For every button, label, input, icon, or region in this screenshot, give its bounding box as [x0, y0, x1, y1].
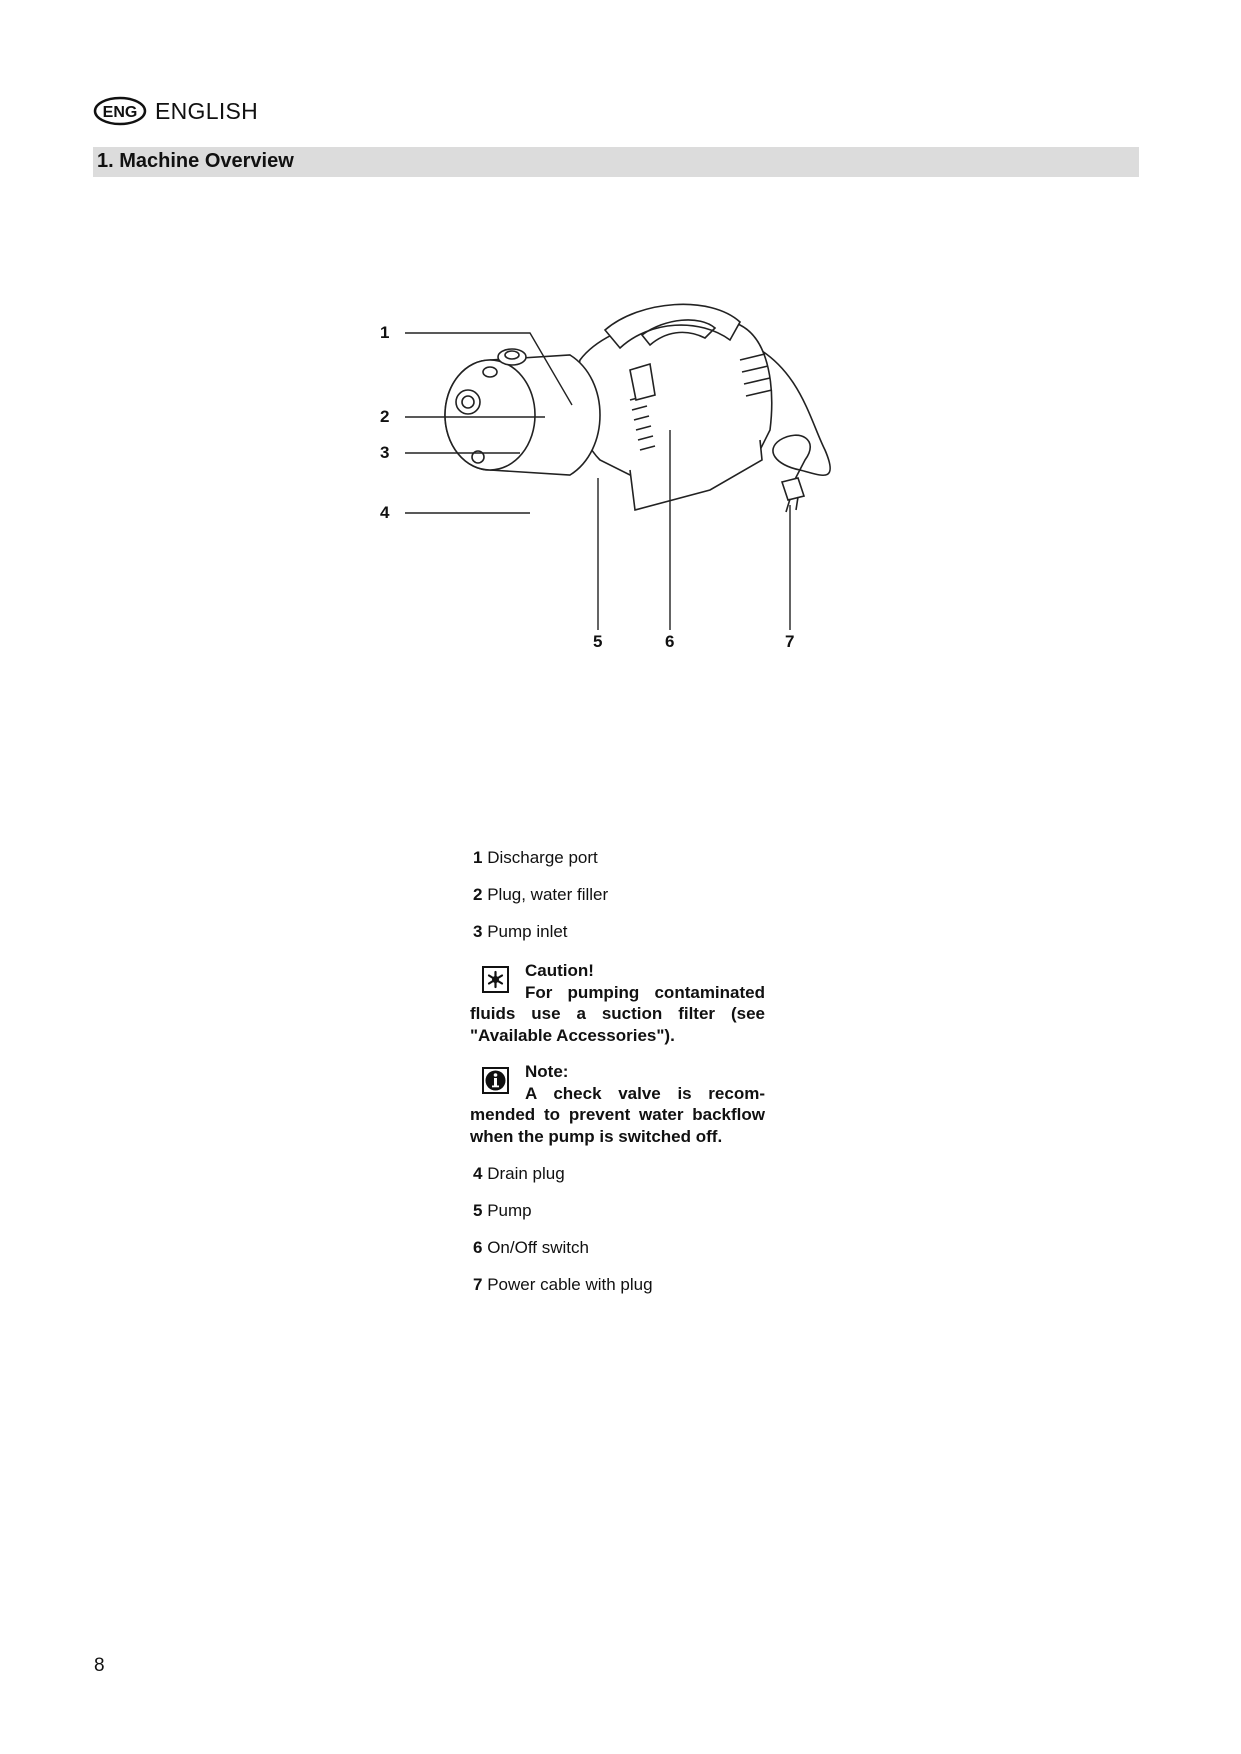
pump-illustration [380, 300, 860, 680]
legend-item-label: Drain plug [487, 1164, 565, 1183]
callout-3: 3 [380, 443, 390, 462]
legend-item-label: Plug, water filler [487, 885, 609, 904]
legend-item-label: Pump inlet [487, 922, 568, 941]
legend-item-number: 4 [473, 1164, 483, 1183]
legend-item [473, 1238, 589, 1258]
legend-item-number: 1 [473, 848, 483, 867]
info-notice [470, 1061, 765, 1151]
legend-item-label: On/Off switch [487, 1238, 589, 1257]
legend-item [473, 1275, 653, 1295]
callout-7: 7 [785, 632, 795, 651]
legend-item-number: 5 [473, 1201, 483, 1220]
legend-item-number: 3 [473, 922, 483, 941]
callout-4: 4 [380, 503, 390, 522]
legend-item [473, 922, 568, 942]
legend-item-number: 2 [473, 885, 483, 904]
callout-1: 1 [380, 323, 390, 342]
caution-notice [470, 960, 765, 1050]
page-number: 8 [94, 1655, 105, 1676]
pump-drawing [380, 300, 860, 680]
language-header [93, 96, 258, 126]
language-badge-text: ENG [102, 104, 138, 121]
legend-item-label: Pump [487, 1201, 532, 1220]
caution-text: For pumping contaminated fluids use a suction filter (see "Available Accessories"). [470, 982, 765, 1045]
filler-plug-drawing [483, 367, 497, 377]
note-text: A check valve is recom-mended to prevent water backflow when the pump is switched off. [470, 1083, 765, 1146]
legend-item-number: 6 [473, 1238, 483, 1257]
legend-item [473, 848, 598, 868]
legend-item-label: Discharge port [487, 848, 598, 867]
caution-title: Caution! [525, 961, 594, 980]
callout-5: 5 [593, 632, 603, 651]
plug-icon [782, 478, 804, 512]
legend-item [473, 1201, 532, 1221]
note-title: Note: [525, 1062, 569, 1081]
legend-item [473, 885, 608, 905]
pump-inlet-drawing [456, 390, 480, 414]
language-label: ENGLISH [155, 97, 259, 124]
legend-item-number: 7 [473, 1275, 483, 1294]
section-title-bar [93, 147, 1139, 177]
section-title: 1. Machine Overview [97, 150, 294, 172]
language-badge-icon [93, 96, 147, 126]
callout-2: 2 [380, 407, 390, 426]
legend-item [473, 1164, 565, 1184]
legend-item-label: Power cable with plug [487, 1275, 653, 1294]
callout-6: 6 [665, 632, 675, 651]
